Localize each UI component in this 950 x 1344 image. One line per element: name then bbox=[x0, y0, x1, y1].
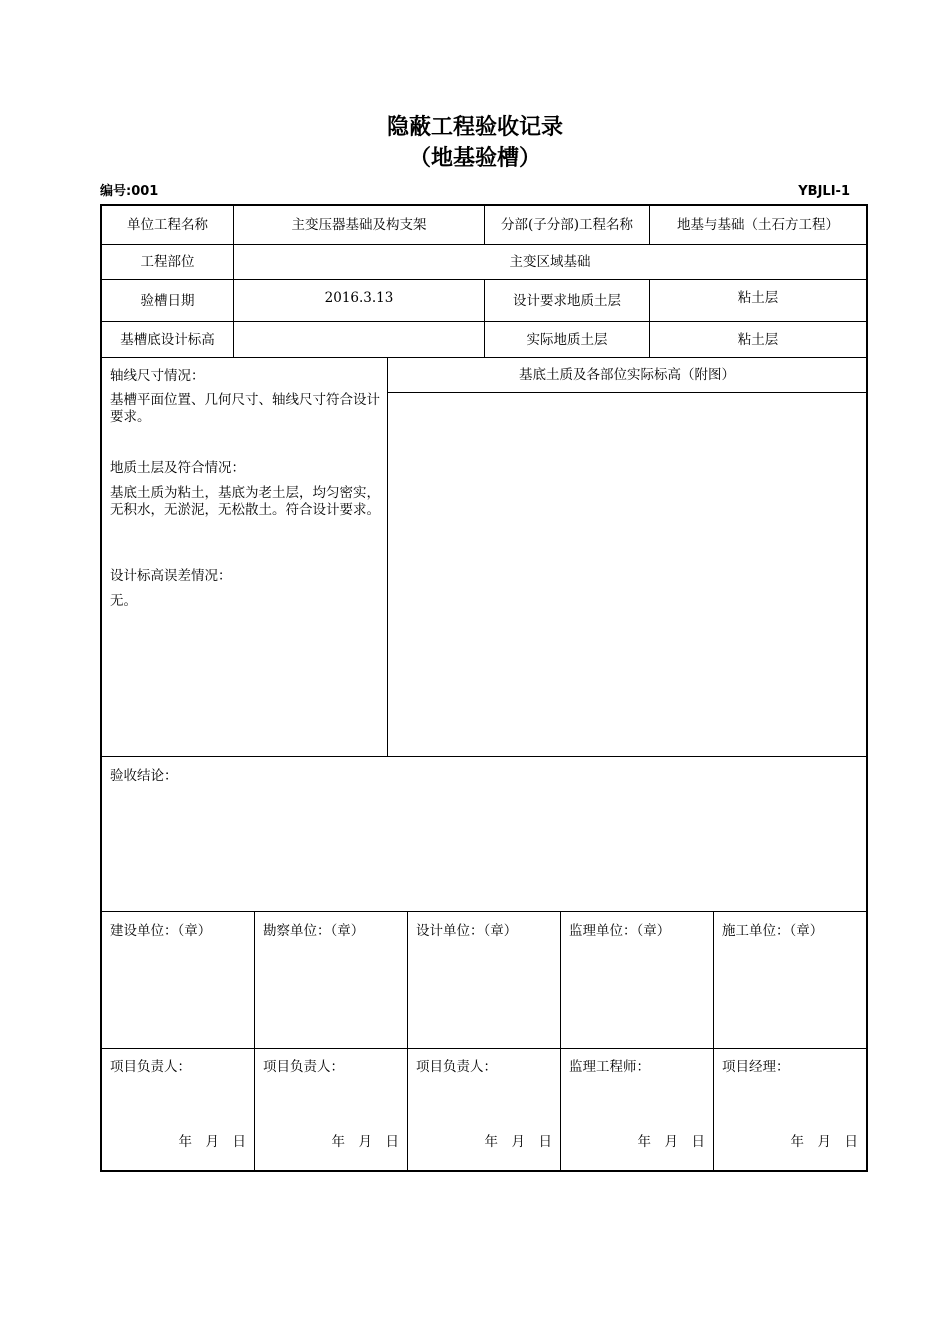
row-divider bbox=[102, 911, 866, 912]
row-divider bbox=[102, 756, 866, 757]
owner-sign-date: 年 月 日 bbox=[178, 1134, 246, 1150]
soil-label: 地质土层及符合情况： bbox=[110, 460, 245, 476]
construction-sign-date: 年 月 日 bbox=[790, 1134, 858, 1150]
serial-number: 编号:001 bbox=[100, 184, 159, 199]
owner-unit-stamp: 建设单位：（章） bbox=[110, 923, 212, 939]
figure-area bbox=[388, 393, 866, 756]
figure-header: 基底土质及各部位实际标高（附图） bbox=[519, 367, 735, 383]
elevation-error-text: 无。 bbox=[110, 593, 137, 609]
col-divider bbox=[560, 911, 561, 1170]
design-sign-date: 年 月 日 bbox=[484, 1134, 552, 1150]
supervision-engineer: 监理工程师： bbox=[569, 1059, 650, 1075]
design-soil-label: 设计要求地质土层 bbox=[513, 292, 621, 309]
inspection-form-table bbox=[100, 204, 868, 1172]
conclusion-label: 验收结论： bbox=[110, 768, 178, 784]
date-value: 2016.3.13 bbox=[324, 290, 394, 306]
supervision-unit-stamp: 监理单位：（章） bbox=[569, 923, 671, 939]
col-divider bbox=[407, 911, 408, 1170]
survey-unit-stamp: 勘察单位：（章） bbox=[263, 923, 365, 939]
soil-text: 基底土质为粘土，基底为老土层，均匀密实，无积水，无淤泥，无松散土。符合设计要求。 bbox=[110, 485, 380, 518]
date-label: 验槽日期 bbox=[140, 292, 195, 309]
construction-unit-stamp: 施工单位：（章） bbox=[722, 923, 824, 939]
design-unit-stamp: 设计单位：（章） bbox=[416, 923, 518, 939]
design-elevation-label: 基槽底设计标高 bbox=[120, 331, 215, 348]
col-divider bbox=[713, 911, 714, 1170]
axis-text: 基槽平面位置、几何尺寸、轴线尺寸符合设计要求。 bbox=[110, 392, 380, 425]
sub-project-label: 分部(子分部)工程名称 bbox=[500, 217, 634, 233]
axis-label: 轴线尺寸情况： bbox=[110, 368, 205, 384]
design-project-leader: 项目负责人： bbox=[416, 1059, 497, 1075]
actual-soil-value: 粘土层 bbox=[737, 331, 779, 348]
document-title: 隐蔽工程验收记录 bbox=[386, 115, 563, 140]
location-label: 工程部位 bbox=[140, 254, 195, 270]
document-subtitle: （地基验槽） bbox=[408, 146, 541, 171]
row-divider bbox=[102, 1048, 866, 1049]
project-manager: 项目经理： bbox=[722, 1059, 790, 1075]
survey-project-leader: 项目负责人： bbox=[263, 1059, 344, 1075]
design-elevation-value bbox=[234, 322, 484, 357]
sub-project-value: 地基与基础（土石方工程） bbox=[677, 217, 839, 233]
unit-project-label: 单位工程名称 bbox=[127, 217, 208, 233]
supervision-sign-date: 年 月 日 bbox=[637, 1134, 705, 1150]
location-value: 主变区域基础 bbox=[509, 254, 591, 270]
form-code: YBJLⅠ-1 bbox=[798, 184, 850, 199]
survey-sign-date: 年 月 日 bbox=[331, 1134, 399, 1150]
design-soil-value: 粘土层 bbox=[737, 290, 779, 306]
unit-project-value: 主变压器基础及构支架 bbox=[291, 217, 427, 233]
actual-soil-label: 实际地质土层 bbox=[526, 331, 608, 348]
elevation-error-label: 设计标高误差情况： bbox=[110, 568, 232, 584]
col-divider bbox=[254, 911, 255, 1170]
owner-project-leader: 项目负责人： bbox=[110, 1059, 191, 1075]
